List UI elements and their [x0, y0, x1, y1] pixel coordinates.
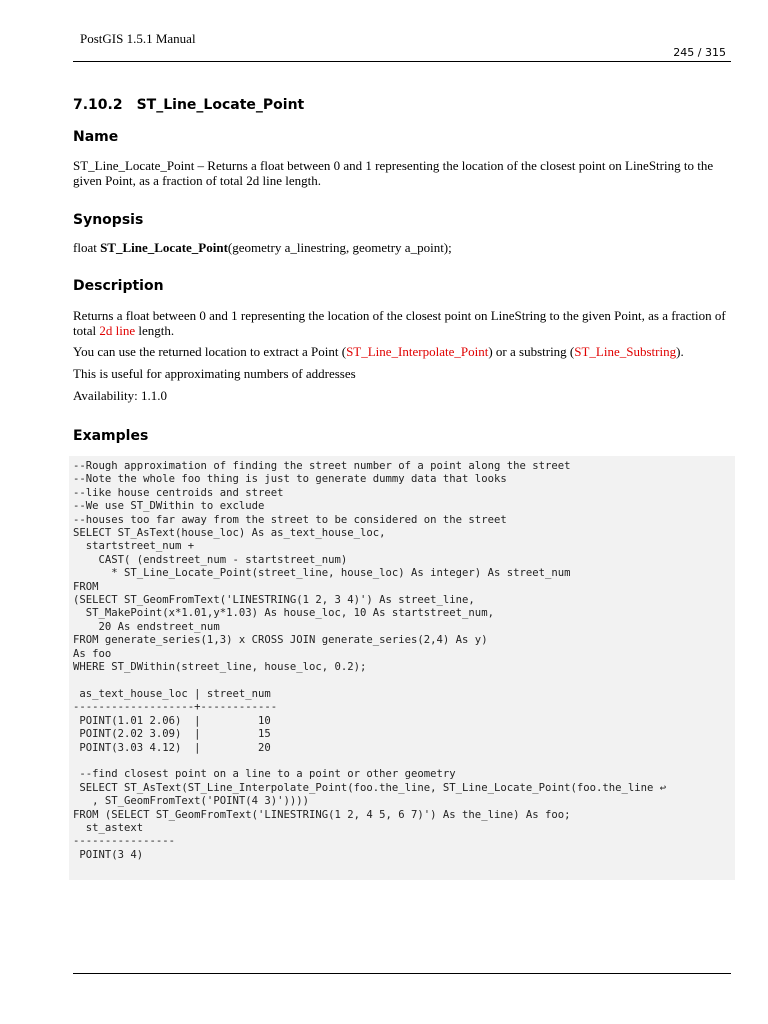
- link-st-line-substring[interactable]: ST_Line_Substring: [574, 344, 677, 359]
- code-example: --Rough approximation of finding the street number of a point along the street --Note the whole foo thing is just to generate dummy data that looks --like house centroids and street --We use ST_DWithin to exclude --houses too far away from the street to be considered on the street SELECT ST_AsText(house_loc) As as_text_house_loc, startstreet_num + CAST( (endstreet_num - startstreet_num) * ST_Line_Locate_Point(street_line, house_loc) As integer) As street_num FROM (SELECT ST_GeomFromText('LINESTRING(1 2, 3 4)') As street_line, ST_MakePoint(x*1.01,y*1.03) As house_loc, 10 As startstreet_num, 20 As endstreet_num FROM generate_series(1,3) x CROSS JOIN generate_series(2,4) As y) As foo WHERE ST_DWithin(street_line, house_loc, 0.2); as_text_house_loc | street_num -------------------+------------ POINT(1.01 2.06) | 10 POINT(2.02 3.09) | 15 POINT(3.03 4.12) | 20 --find closest point on a line to a point or other geometry SELECT ST_AsText(ST_Line_Interpolate_Point(foo.the_line, ST_Line_Locate_Point(foo.the_line ↩ , ST_GeomFromText('POINT(4 3)')))) FROM (SELECT ST_GeomFromText('LINESTRING(1 2, 4 5, 6 7)') As the_line) As foo; st_astext ---------------- POINT(3 4): [69, 456, 735, 880]
- synopsis-signature: [73, 240, 731, 255]
- desc2-text: You can use the returned location to extract a Point (: [73, 344, 347, 359]
- description-paragraph-1: [73, 308, 731, 338]
- examples-heading: Examples: [73, 428, 149, 444]
- name-text: ST_Line_Locate_Point – Returns a float between 0 and 1 representing the location of the closest point on LineString to the given Point, as a fraction of total 2d line length.: [73, 158, 714, 188]
- manual-title: PostGIS 1.5.1 Manual: [80, 31, 196, 46]
- description-paragraph-2: [73, 344, 731, 359]
- desc1-text-end: length.: [135, 323, 175, 338]
- header-rule: [73, 61, 731, 62]
- desc2-text-end: ).: [676, 344, 684, 359]
- synopsis-heading: Synopsis: [73, 212, 144, 228]
- footer-rule: [73, 973, 731, 974]
- name-heading: Name: [73, 129, 119, 145]
- description-heading: Description: [73, 278, 164, 294]
- synopsis-function-name: ST_Line_Locate_Point: [100, 240, 228, 255]
- section-title: 7.10.2 ST_Line_Locate_Point: [73, 97, 305, 113]
- availability: Availability: 1.1.0: [73, 388, 167, 403]
- description-paragraph-3: This is useful for approximating numbers of addresses: [73, 366, 356, 381]
- link-2d-line[interactable]: 2d line: [99, 323, 136, 338]
- page-content: [73, 97, 731, 880]
- link-st-line-interpolate-point[interactable]: ST_Line_Interpolate_Point: [346, 344, 489, 359]
- desc2-text-mid: ) or a substring (: [488, 344, 575, 359]
- desc1-text: Returns a float between 0 and 1 representing the location of the closest point on LineString to the given Point, as a fraction of total: [73, 308, 726, 338]
- page-number: 245 / 315: [673, 46, 726, 59]
- synopsis-args: (geometry a_linestring, geometry a_point);: [227, 240, 452, 255]
- synopsis-return-type: float: [73, 240, 101, 255]
